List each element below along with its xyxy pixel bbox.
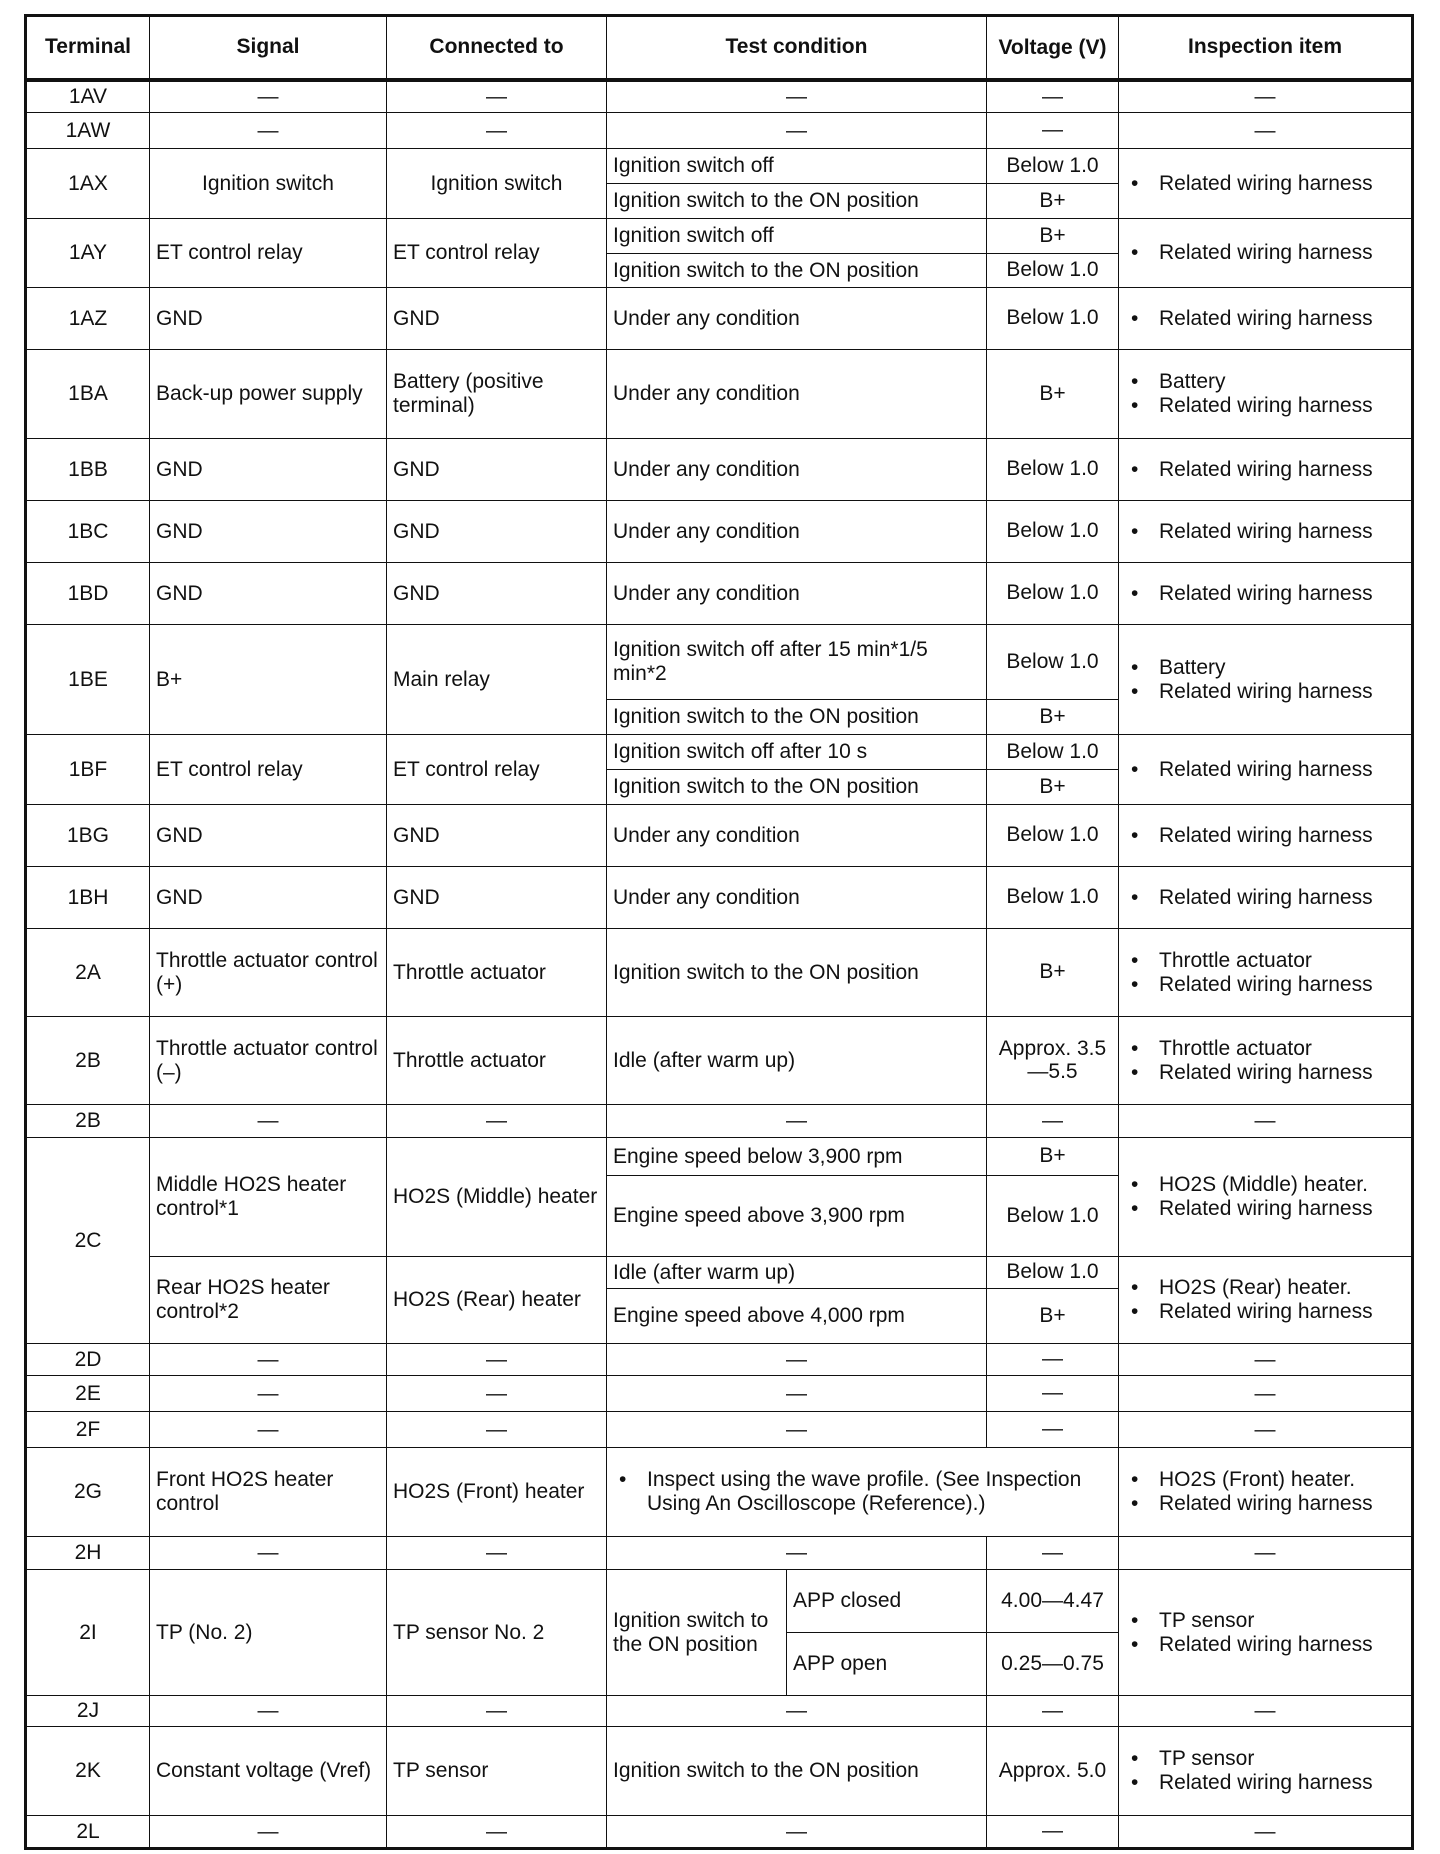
test-condition-cell: Engine speed above 3,900 rpm xyxy=(607,1176,987,1257)
voltage-cell: Below 1.0 xyxy=(987,254,1119,288)
test-condition-cell: Under any condition xyxy=(607,563,987,625)
connected-to-cell: GND xyxy=(387,563,607,625)
inspection-cell-list xyxy=(1125,1468,1405,1515)
test-condition-cell: Under any condition xyxy=(607,439,987,501)
signal-cell: Constant voltage (Vref) xyxy=(150,1727,387,1816)
voltage-cell: B+ xyxy=(987,700,1119,735)
table-row xyxy=(26,1138,1413,1176)
terminal-cell: 1BH xyxy=(26,867,150,929)
voltage-cell: 0.25—0.75 xyxy=(987,1633,1119,1696)
inspection-cell-list xyxy=(1125,458,1405,482)
inspection-cell xyxy=(1119,1727,1413,1816)
signal-cell: Throttle actuator control (–) xyxy=(150,1017,387,1105)
test-condition-note xyxy=(607,1448,1119,1537)
connected-to-cell: TP sensor No. 2 xyxy=(387,1570,607,1696)
header-test-condition: Test condition xyxy=(607,16,987,80)
connected-to-cell: GND xyxy=(387,867,607,929)
connected-to-cell: GND xyxy=(387,805,607,867)
voltage-cell: — xyxy=(987,1816,1119,1849)
inspection-cell: — xyxy=(1119,1412,1413,1448)
table-row xyxy=(26,805,1413,867)
signal-cell: ET control relay xyxy=(150,219,387,288)
bullet-item: • Related wiring harness xyxy=(1125,520,1405,544)
connected-to-cell: GND xyxy=(387,439,607,501)
test-condition-cell: — xyxy=(607,1105,987,1138)
test-condition-cell: Under any condition xyxy=(607,350,987,439)
table-row xyxy=(26,1570,1413,1633)
test-condition-cell: Under any condition xyxy=(607,867,987,929)
voltage-cell: — xyxy=(987,1105,1119,1138)
connected-to-cell: — xyxy=(387,1376,607,1412)
terminal-cell: 1AY xyxy=(26,219,150,288)
connected-to-cell: — xyxy=(387,1537,607,1570)
table-row xyxy=(26,350,1413,439)
voltage-cell: Below 1.0 xyxy=(987,735,1119,770)
bullet-item: • Battery xyxy=(1125,370,1405,394)
voltage-cell: Below 1.0 xyxy=(987,501,1119,563)
bullet-item: • Related wiring harness xyxy=(1125,824,1405,848)
voltage-cell: — xyxy=(987,1537,1119,1570)
bullet-item: • HO2S (Front) heater. xyxy=(1125,1468,1405,1492)
table-row xyxy=(26,80,1413,113)
bullet-item: • Related wiring harness xyxy=(1125,1197,1405,1221)
voltage-cell: B+ xyxy=(987,350,1119,439)
signal-cell: — xyxy=(150,1412,387,1448)
test-condition-note-list xyxy=(613,1468,1112,1515)
signal-cell: GND xyxy=(150,563,387,625)
test-condition-cell: Ignition switch to the ON position xyxy=(607,770,987,805)
voltage-cell: — xyxy=(987,1696,1119,1727)
header-signal: Signal xyxy=(150,16,387,80)
voltage-cell: — xyxy=(987,113,1119,149)
inspection-cell xyxy=(1119,149,1413,219)
inspection-cell xyxy=(1119,929,1413,1017)
signal-cell: Front HO2S heater control xyxy=(150,1448,387,1537)
table-row xyxy=(26,625,1413,700)
table-row xyxy=(26,1105,1413,1138)
terminal-cell: 1BA xyxy=(26,350,150,439)
inspection-cell: — xyxy=(1119,1696,1413,1727)
connected-to-cell: — xyxy=(387,1344,607,1376)
inspection-cell xyxy=(1119,735,1413,805)
inspection-cell xyxy=(1119,1257,1413,1344)
test-condition-cell: Ignition switch off xyxy=(607,149,987,184)
voltage-cell: — xyxy=(987,1376,1119,1412)
voltage-cell: Below 1.0 xyxy=(987,805,1119,867)
inspection-cell: — xyxy=(1119,1537,1413,1570)
bullet-item: • Related wiring harness xyxy=(1125,1771,1405,1795)
inspection-cell-list xyxy=(1125,758,1405,782)
bullet-item: • Related wiring harness xyxy=(1125,394,1405,418)
inspection-cell xyxy=(1119,1448,1413,1537)
signal-cell: GND xyxy=(150,867,387,929)
connected-to-cell: — xyxy=(387,1105,607,1138)
test-condition-cell: Ignition switch to the ON position xyxy=(607,1570,787,1696)
voltage-cell: Approx. 5.0 xyxy=(987,1727,1119,1816)
connected-to-cell: HO2S (Rear) heater xyxy=(387,1257,607,1344)
test-condition-cell: Engine speed below 3,900 rpm xyxy=(607,1138,987,1176)
terminal-cell: 2C xyxy=(26,1138,150,1344)
bullet-item: • Related wiring harness xyxy=(1125,458,1405,482)
signal-cell: Throttle actuator control (+) xyxy=(150,929,387,1017)
table-row xyxy=(26,867,1413,929)
terminal-cell: 2D xyxy=(26,1344,150,1376)
voltage-cell: B+ xyxy=(987,1289,1119,1344)
table-row xyxy=(26,1344,1413,1376)
table-row xyxy=(26,1537,1413,1570)
connected-to-cell: — xyxy=(387,1816,607,1849)
test-condition-cell: Under any condition xyxy=(607,805,987,867)
test-condition-cell: Under any condition xyxy=(607,501,987,563)
voltage-cell: Below 1.0 xyxy=(987,149,1119,184)
bullet-item: • Related wiring harness xyxy=(1125,886,1405,910)
bullet-item: • Battery xyxy=(1125,656,1405,680)
test-condition-cell: — xyxy=(607,1376,987,1412)
voltage-cell: — xyxy=(987,1412,1119,1448)
table-row xyxy=(26,288,1413,350)
inspection-cell xyxy=(1119,805,1413,867)
terminal-cell: 2E xyxy=(26,1376,150,1412)
terminal-cell: 1BG xyxy=(26,805,150,867)
terminal-cell: 1AX xyxy=(26,149,150,219)
test-condition-cell: — xyxy=(607,1344,987,1376)
table-row xyxy=(26,113,1413,149)
terminal-cell: 1BF xyxy=(26,735,150,805)
inspection-cell-list xyxy=(1125,1747,1405,1794)
inspection-cell xyxy=(1119,350,1413,439)
connected-to-cell: GND xyxy=(387,501,607,563)
inspection-cell-list xyxy=(1125,1609,1405,1656)
connected-to-cell: ET control relay xyxy=(387,735,607,805)
terminal-cell: 1AZ xyxy=(26,288,150,350)
test-condition-cell: — xyxy=(607,1696,987,1727)
test-condition-cell: Under any condition xyxy=(607,288,987,350)
voltage-cell: B+ xyxy=(987,219,1119,254)
test-condition-cell: — xyxy=(607,1816,987,1849)
voltage-cell: Below 1.0 xyxy=(987,1176,1119,1257)
signal-cell: — xyxy=(150,1344,387,1376)
bullet-item: • Related wiring harness xyxy=(1125,1300,1405,1324)
header-connected-to: Connected to xyxy=(387,16,607,80)
connected-to-cell: Main relay xyxy=(387,625,607,735)
inspection-cell-list xyxy=(1125,824,1405,848)
bullet-item: • Related wiring harness xyxy=(1125,241,1405,265)
bullet-item: • Related wiring harness xyxy=(1125,582,1405,606)
terminal-cell: 2F xyxy=(26,1412,150,1448)
bullet-item: • TP sensor xyxy=(1125,1609,1405,1633)
signal-cell: — xyxy=(150,80,387,113)
inspection-cell: — xyxy=(1119,1344,1413,1376)
voltage-cell: Below 1.0 xyxy=(987,625,1119,700)
terminal-cell: 2L xyxy=(26,1816,150,1849)
terminal-cell: 1BC xyxy=(26,501,150,563)
table-row xyxy=(26,439,1413,501)
connected-to-cell: — xyxy=(387,1412,607,1448)
table-row xyxy=(26,1376,1413,1412)
terminal-cell: 2B xyxy=(26,1017,150,1105)
test-condition-cell: Ignition switch off xyxy=(607,219,987,254)
test-condition-cell: — xyxy=(607,1537,987,1570)
bullet-item: • Related wiring harness xyxy=(1125,307,1405,331)
header-row xyxy=(26,16,1413,80)
inspection-cell-list xyxy=(1125,886,1405,910)
voltage-cell: Below 1.0 xyxy=(987,867,1119,929)
table-row xyxy=(26,929,1413,1017)
table-row xyxy=(26,149,1413,184)
connected-to-cell: TP sensor xyxy=(387,1727,607,1816)
table-row xyxy=(26,735,1413,770)
signal-cell: — xyxy=(150,1105,387,1138)
test-condition-cell: Ignition switch to the ON position xyxy=(607,929,987,1017)
terminal-cell: 1AV xyxy=(26,80,150,113)
table-row xyxy=(26,1816,1413,1849)
terminal-cell: 2J xyxy=(26,1696,150,1727)
test-condition-cell: Idle (after warm up) xyxy=(607,1257,987,1289)
inspection-cell-list xyxy=(1125,241,1405,265)
terminal-cell: 1BB xyxy=(26,439,150,501)
bullet-item: • Inspect using the wave profile. (See Inspection Using An Oscilloscope (Reference).) xyxy=(613,1468,1112,1515)
inspection-cell xyxy=(1119,625,1413,735)
signal-cell: ET control relay xyxy=(150,735,387,805)
signal-cell: GND xyxy=(150,288,387,350)
table-row xyxy=(26,501,1413,563)
voltage-cell: Below 1.0 xyxy=(987,563,1119,625)
voltage-cell: Below 1.0 xyxy=(987,439,1119,501)
test-condition-cell: Ignition switch off after 15 min*1/5 min*2 xyxy=(607,625,987,700)
connected-to-cell: — xyxy=(387,1696,607,1727)
signal-cell: Middle HO2S heater control*1 xyxy=(150,1138,387,1257)
voltage-cell: Approx. 3.5—5.5 xyxy=(987,1017,1119,1105)
test-condition-cell: Engine speed above 4,000 rpm xyxy=(607,1289,987,1344)
test-condition-cell: Idle (after warm up) xyxy=(607,1017,987,1105)
test-sub-condition-cell: APP open xyxy=(787,1633,987,1696)
test-condition-cell: Ignition switch off after 10 s xyxy=(607,735,987,770)
table-row xyxy=(26,1727,1413,1816)
inspection-cell xyxy=(1119,501,1413,563)
inspection-cell xyxy=(1119,563,1413,625)
test-condition-cell: Ignition switch to the ON position xyxy=(607,1727,987,1816)
signal-cell: GND xyxy=(150,439,387,501)
connected-to-cell: Battery (positive terminal) xyxy=(387,350,607,439)
signal-cell: Back-up power supply xyxy=(150,350,387,439)
voltage-cell: B+ xyxy=(987,770,1119,805)
terminal-cell: 2K xyxy=(26,1727,150,1816)
voltage-cell: B+ xyxy=(987,929,1119,1017)
inspection-cell-list xyxy=(1125,1173,1405,1220)
terminal-cell: 2B xyxy=(26,1105,150,1138)
signal-cell: Ignition switch xyxy=(150,149,387,219)
bullet-item: • Throttle actuator xyxy=(1125,949,1405,973)
bullet-item: • Related wiring harness xyxy=(1125,1061,1405,1085)
table-row xyxy=(26,1696,1413,1727)
terminal-cell: 2G xyxy=(26,1448,150,1537)
table-row xyxy=(26,1017,1413,1105)
header-inspection-item: Inspection item xyxy=(1119,16,1413,80)
header-voltage: Voltage (V) xyxy=(987,16,1119,80)
connected-to-cell: Throttle actuator xyxy=(387,929,607,1017)
inspection-cell-list xyxy=(1125,949,1405,996)
terminal-cell: 1AW xyxy=(26,113,150,149)
connected-to-cell: ET control relay xyxy=(387,219,607,288)
inspection-cell-list xyxy=(1125,582,1405,606)
test-condition-cell: Ignition switch to the ON position xyxy=(607,254,987,288)
inspection-cell-list xyxy=(1125,370,1405,417)
voltage-cell: B+ xyxy=(987,1138,1119,1176)
table-row xyxy=(26,563,1413,625)
inspection-cell: — xyxy=(1119,113,1413,149)
terminal-cell: 2I xyxy=(26,1570,150,1696)
inspection-cell-list xyxy=(1125,1037,1405,1084)
signal-cell: — xyxy=(150,1537,387,1570)
test-condition-cell: — xyxy=(607,113,987,149)
inspection-cell: — xyxy=(1119,1105,1413,1138)
voltage-cell: — xyxy=(987,80,1119,113)
inspection-cell: — xyxy=(1119,1816,1413,1849)
terminal-cell: 2A xyxy=(26,929,150,1017)
test-condition-cell: — xyxy=(607,1412,987,1448)
inspection-cell-list xyxy=(1125,172,1405,196)
terminal-cell: 1BE xyxy=(26,625,150,735)
signal-cell: GND xyxy=(150,501,387,563)
bullet-item: • Related wiring harness xyxy=(1125,172,1405,196)
inspection-cell xyxy=(1119,219,1413,288)
bullet-item: • Related wiring harness xyxy=(1125,1492,1405,1516)
bullet-item: • HO2S (Middle) heater. xyxy=(1125,1173,1405,1197)
inspection-cell xyxy=(1119,1570,1413,1696)
inspection-cell xyxy=(1119,867,1413,929)
test-condition-cell: Ignition switch to the ON position xyxy=(607,700,987,735)
inspection-cell-list xyxy=(1125,656,1405,703)
table-row xyxy=(26,1448,1413,1537)
connected-to-cell: — xyxy=(387,80,607,113)
test-condition-cell: — xyxy=(607,80,987,113)
terminal-voltage-table xyxy=(24,14,1414,1850)
table-row xyxy=(26,1412,1413,1448)
voltage-cell: 4.00—4.47 xyxy=(987,1570,1119,1633)
signal-cell: — xyxy=(150,1816,387,1849)
signal-cell: — xyxy=(150,1696,387,1727)
signal-cell: TP (No. 2) xyxy=(150,1570,387,1696)
bullet-item: • Throttle actuator xyxy=(1125,1037,1405,1061)
signal-cell: B+ xyxy=(150,625,387,735)
bullet-item: • TP sensor xyxy=(1125,1747,1405,1771)
connected-to-cell: HO2S (Front) heater xyxy=(387,1448,607,1537)
terminal-cell: 1BD xyxy=(26,563,150,625)
terminal-cell: 2H xyxy=(26,1537,150,1570)
signal-cell: Rear HO2S heater control*2 xyxy=(150,1257,387,1344)
bullet-item: • Related wiring harness xyxy=(1125,1633,1405,1657)
bullet-item: • HO2S (Rear) heater. xyxy=(1125,1276,1405,1300)
connected-to-cell: HO2S (Middle) heater xyxy=(387,1138,607,1257)
signal-cell: — xyxy=(150,1376,387,1412)
inspection-cell: — xyxy=(1119,80,1413,113)
bullet-item: • Related wiring harness xyxy=(1125,973,1405,997)
voltage-cell: B+ xyxy=(987,184,1119,219)
signal-cell: GND xyxy=(150,805,387,867)
inspection-cell xyxy=(1119,288,1413,350)
bullet-item: • Related wiring harness xyxy=(1125,758,1405,782)
test-condition-cell: Ignition switch to the ON position xyxy=(607,184,987,219)
test-sub-condition-cell: APP closed xyxy=(787,1570,987,1633)
voltage-cell: Below 1.0 xyxy=(987,288,1119,350)
inspection-cell-list xyxy=(1125,307,1405,331)
inspection-cell: — xyxy=(1119,1376,1413,1412)
connected-to-cell: Throttle actuator xyxy=(387,1017,607,1105)
header-terminal: Terminal xyxy=(26,16,150,80)
voltage-cell: — xyxy=(987,1344,1119,1376)
signal-cell: — xyxy=(150,113,387,149)
table-row xyxy=(26,1257,1413,1289)
table-row xyxy=(26,219,1413,254)
bullet-item: • Related wiring harness xyxy=(1125,680,1405,704)
connected-to-cell: GND xyxy=(387,288,607,350)
inspection-cell xyxy=(1119,1138,1413,1257)
inspection-cell-list xyxy=(1125,1276,1405,1323)
inspection-cell-list xyxy=(1125,520,1405,544)
connected-to-cell: — xyxy=(387,113,607,149)
inspection-cell xyxy=(1119,439,1413,501)
voltage-cell: Below 1.0 xyxy=(987,1257,1119,1289)
inspection-cell xyxy=(1119,1017,1413,1105)
connected-to-cell: Ignition switch xyxy=(387,149,607,219)
